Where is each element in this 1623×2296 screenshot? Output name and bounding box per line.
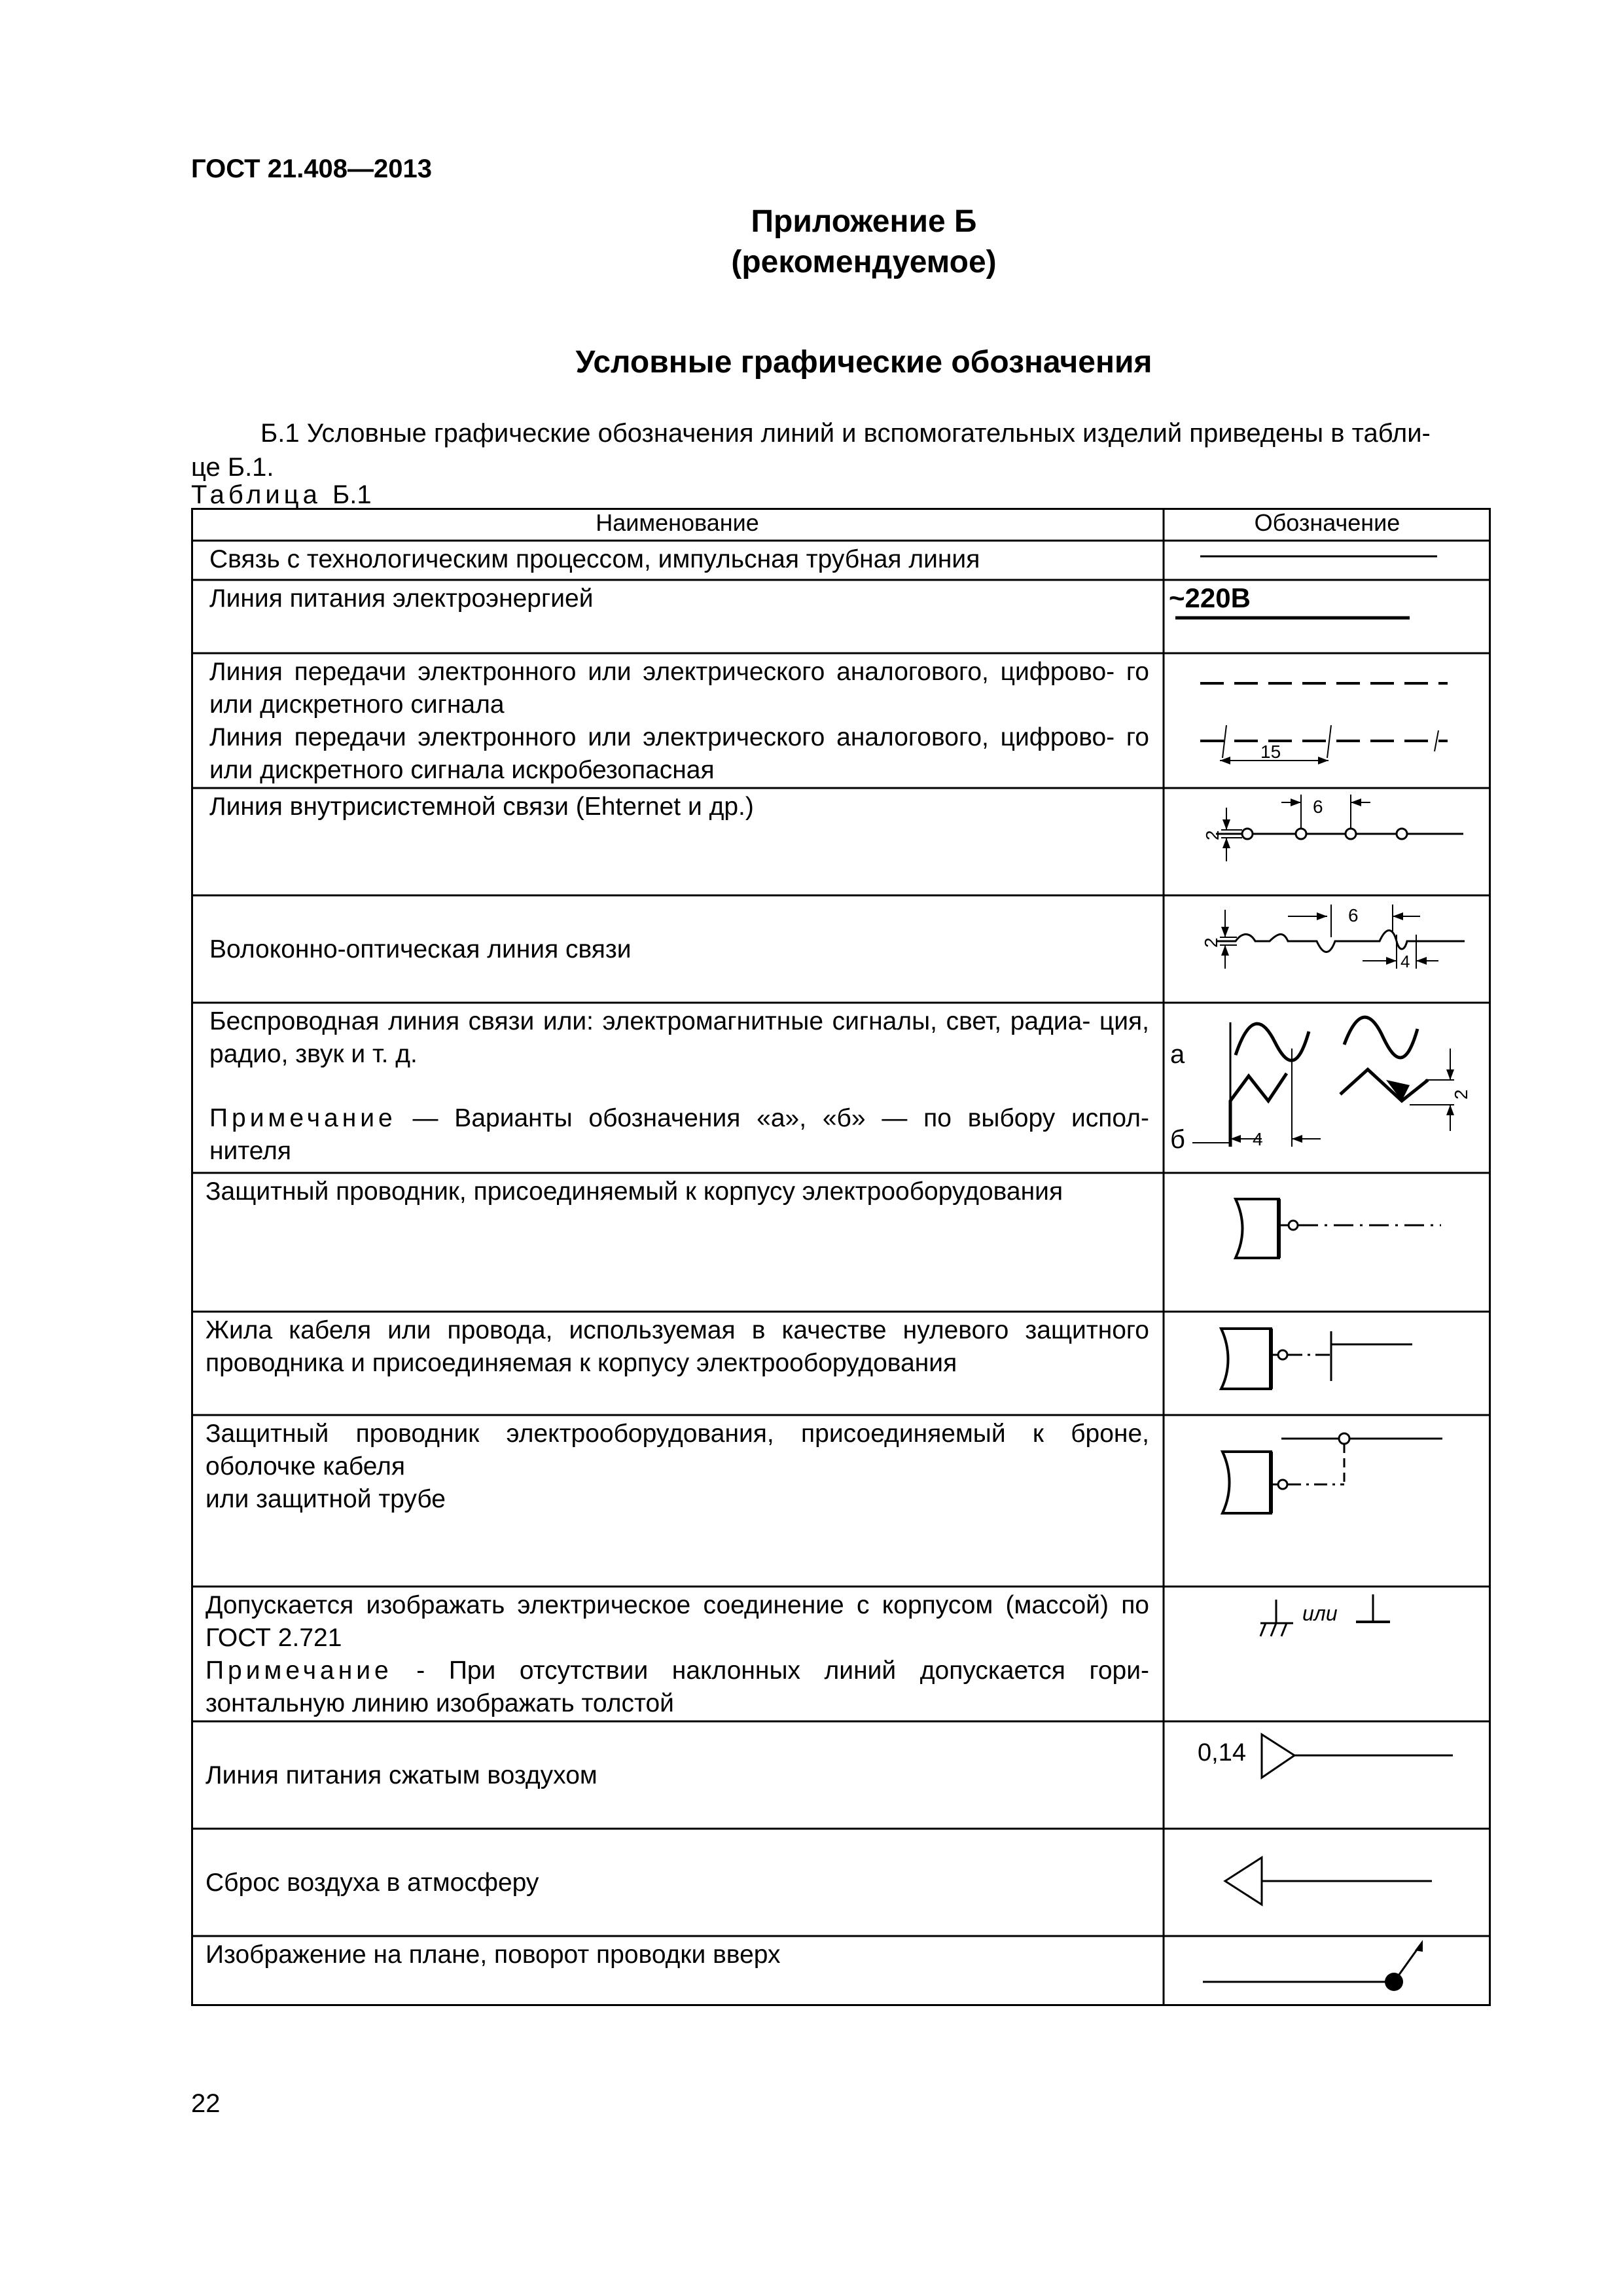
process-line-symbol bbox=[1164, 541, 1491, 580]
symbol-cell bbox=[1164, 1173, 1491, 1312]
pressure-label: 0,14 bbox=[1198, 1739, 1246, 1767]
table-row bbox=[191, 541, 1491, 580]
row-name-1: Защитный проводник электрооборудования, присоединяемый к броне, оболочке кабеля bbox=[205, 1420, 1149, 1480]
dimension-6: 6 bbox=[1313, 797, 1323, 817]
table-caption bbox=[191, 480, 372, 510]
symbol-cell bbox=[1164, 1721, 1491, 1829]
row-name: Линия питания сжатым воздухом bbox=[205, 1761, 597, 1789]
dimension-6: 6 bbox=[1348, 905, 1359, 925]
section-title: Условные графические обозначения bbox=[575, 345, 1152, 380]
row-note bbox=[209, 1102, 1149, 1168]
row-name-2: или защитной трубе bbox=[205, 1485, 446, 1513]
intro-line-1: Б.1 Условные графические обозначения линий и вспомогательных изделий приведены в табли- bbox=[260, 419, 1431, 448]
row-name-1: Линия передачи электронного или электрического аналогового, цифрово- го или дискретного сигнала bbox=[209, 658, 1149, 719]
symbol-cell bbox=[1164, 1312, 1491, 1415]
row-name: Связь с технологическим процессом, импульсная трубная линия bbox=[209, 545, 980, 573]
row-name bbox=[191, 1415, 1164, 1587]
table-row bbox=[191, 1829, 1491, 1936]
intro-line-2: це Б.1. bbox=[191, 453, 274, 482]
row-name: Волоконно-оптическая линия связи bbox=[209, 935, 632, 963]
dimension-15: 15 bbox=[1260, 742, 1281, 762]
document-number: ГОСТ 21.408—2013 bbox=[191, 154, 433, 183]
table-row bbox=[191, 1936, 1491, 2005]
ethernet-line-symbol bbox=[1164, 788, 1491, 895]
symbol-cell bbox=[1164, 541, 1491, 580]
row-name: Жила кабеля или провода, используемая в качестве нулевого защитного проводника и присоединяемая к корпусу электрооборудования bbox=[205, 1316, 1149, 1377]
chassis-ground-symbol bbox=[1164, 1587, 1491, 1721]
table-row bbox=[191, 1173, 1491, 1312]
symbol-cell bbox=[1164, 1415, 1491, 1587]
dimension-4: 4 bbox=[1400, 952, 1410, 971]
symbol-cell bbox=[1164, 895, 1491, 1003]
note-text: — Варианты обозначения «а», «б» — по выбору испол- нителя bbox=[209, 1104, 1149, 1165]
note-text: - При отсутствии наклонных линий допускается гори- зонтальную линию изображать толстой bbox=[205, 1657, 1149, 1717]
table-row bbox=[191, 1415, 1491, 1587]
intro-paragraph bbox=[191, 416, 1491, 484]
table-row bbox=[191, 788, 1491, 895]
row-name: Сброс воздуха в атмосферу bbox=[205, 1869, 539, 1897]
row-name-1: Беспроводная линия связи или: электромагнитные сигналы, свет, радиа- ция, радио, звук и т. д. bbox=[209, 1007, 1149, 1068]
dimension-4: 4 bbox=[1253, 1129, 1263, 1149]
fiber-line-symbol bbox=[1164, 895, 1491, 1003]
symbol-cell bbox=[1164, 1587, 1491, 1721]
variant-b-label: б bbox=[1170, 1125, 1185, 1154]
row-name: Линия питания электроэнергией bbox=[209, 584, 594, 613]
armor-conductor-symbol bbox=[1164, 1415, 1491, 1587]
table-row bbox=[191, 1587, 1491, 1721]
symbol-cell bbox=[1164, 788, 1491, 895]
signal-line-symbol bbox=[1164, 653, 1491, 788]
row-name-1: Допускается изображать электрическое соединение с корпусом (массой) по ГОСТ 2.721 bbox=[205, 1591, 1149, 1652]
dimension-2: 2 bbox=[1451, 1089, 1471, 1100]
row-name: Защитный проводник, присоединяемый к корпусу электрооборудования bbox=[205, 1177, 1063, 1206]
voltage-label: ~220В bbox=[1169, 583, 1251, 613]
neutral-core-symbol bbox=[1164, 1312, 1491, 1415]
dimension-2: 2 bbox=[1202, 830, 1222, 840]
table-row bbox=[191, 895, 1491, 1003]
header-symbol: Обозначение bbox=[1254, 509, 1400, 536]
table-row bbox=[191, 580, 1491, 653]
air-discharge-symbol bbox=[1164, 1829, 1491, 1936]
symbol-cell bbox=[1164, 1936, 1491, 2005]
symbol-cell bbox=[1164, 1829, 1491, 1936]
appendix-title: Приложение Б bbox=[751, 204, 977, 239]
row-name bbox=[191, 1003, 1164, 1173]
row-name: Изображение на плане, поворот проводки вверх bbox=[205, 1941, 781, 1969]
table-row bbox=[191, 653, 1491, 788]
power-line-symbol bbox=[1164, 580, 1491, 653]
wireless-symbol bbox=[1164, 1003, 1491, 1173]
or-text: или bbox=[1302, 1602, 1338, 1625]
wiring-turn-up-symbol bbox=[1164, 1936, 1491, 2005]
note-label: Примечание bbox=[209, 1104, 397, 1132]
row-name bbox=[191, 1587, 1164, 1721]
table-header-row bbox=[191, 508, 1491, 541]
appendix-heading bbox=[0, 202, 1623, 283]
table-row bbox=[191, 1721, 1491, 1829]
row-name bbox=[191, 653, 1164, 788]
table-caption-number: Б.1 bbox=[332, 480, 372, 509]
table-row bbox=[191, 1003, 1491, 1173]
table-row bbox=[191, 1312, 1491, 1415]
table-caption-word: Таблица bbox=[191, 480, 321, 509]
dimension-2: 2 bbox=[1201, 937, 1221, 948]
note-label: Примечание bbox=[205, 1657, 393, 1685]
protective-conductor-symbol bbox=[1164, 1173, 1491, 1312]
symbol-cell bbox=[1164, 1003, 1491, 1173]
compressed-air-symbol bbox=[1164, 1721, 1491, 1829]
row-name: Линия внутрисистемной связи (Ehternet и др.) bbox=[209, 793, 754, 821]
symbol-cell bbox=[1164, 653, 1491, 788]
header-name: Наименование bbox=[596, 509, 759, 536]
row-name-2: Линия передачи электронного или электрического аналогового, цифрово- го или дискретного сигнала искробезопасная bbox=[209, 723, 1149, 784]
variant-a-label: а bbox=[1170, 1040, 1185, 1069]
row-note bbox=[205, 1655, 1149, 1720]
page-number: 22 bbox=[191, 2089, 221, 2118]
symbol-cell bbox=[1164, 580, 1491, 653]
appendix-subtitle: (рекомендуемое) bbox=[731, 245, 997, 279]
